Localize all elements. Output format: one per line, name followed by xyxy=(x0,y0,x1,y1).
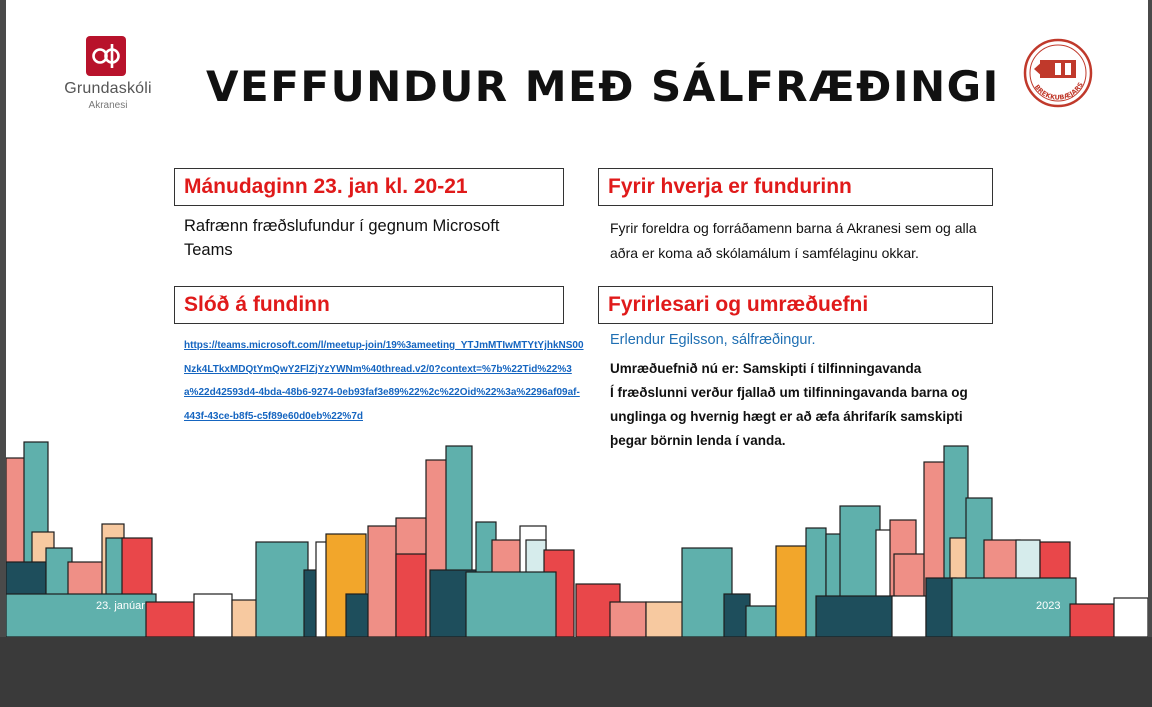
grundaskoli-logo-name: Grundaskóli xyxy=(64,80,152,97)
presentation-bottom-bar xyxy=(0,637,1152,707)
audience-heading: Fyrir hverja er fundurinn xyxy=(598,168,993,206)
grundaskoli-logo-mark xyxy=(86,36,126,76)
meeting-link[interactable]: https://teams.microsoft.com/l/meetup-join/19%3ameeting_YTJmMTIwMTYtYjhkNS00Nzk4LTkxMDQtYmQwY2FlZjYzYWNm%40thread.v2/0?context=%7b%22Tid%22%3a%22d42593d4-4bda-48b6-9274-0eb93faf3e89%22%2c%22Oid%22%3a%2296af09af-443f-43ce-b8f5-c5f89e60d0eb%22%7d xyxy=(184,340,584,422)
page-title: VEFFUNDUR MEÐ SÁLFRÆÐINGI xyxy=(206,62,1000,111)
link-heading: Slóð á fundinn xyxy=(174,286,564,324)
speaker-topic-line1: Umræðuefnið nú er: Samskipti í tilfinningavanda xyxy=(610,361,922,376)
window-edge-right xyxy=(1148,0,1152,637)
brekkubaejarskoli-logo-text: BREKKUBÆJARS xyxy=(1032,80,1085,102)
footer-date: 23. janúar xyxy=(96,600,145,612)
speaker-name: Erlendur Egilsson, sálfræðingur. xyxy=(610,332,816,348)
grundaskoli-logo-town: Akranesi xyxy=(88,100,128,111)
footer-year: 2023 xyxy=(1036,600,1061,612)
brekkubaejarskoli-logo xyxy=(1014,38,1102,108)
slide xyxy=(6,0,1148,637)
date-heading: Mánudaginn 23. jan kl. 20-21 xyxy=(174,168,564,206)
grundaskoli-logo xyxy=(58,36,158,116)
speaker-topic-line2: Í fræðslunni verður fjallað um tilfinningavanda barna og unglinga og hvernig hægt er að æfa áhrifarík samskipti þegar börnin lenda í vanda. xyxy=(610,385,968,448)
date-description: Rafrænn fræðslufundur í gegnum Microsoft Teams xyxy=(184,217,500,259)
speaker-heading: Fyrirlesari og umræðuefni xyxy=(598,286,993,324)
audience-description: Fyrir foreldra og forráðamenn barna á Akranesi sem og alla aðra er koma að skólamálum í samfélaginu okkar. xyxy=(610,220,977,261)
city-skyline-illustration xyxy=(6,430,1148,637)
